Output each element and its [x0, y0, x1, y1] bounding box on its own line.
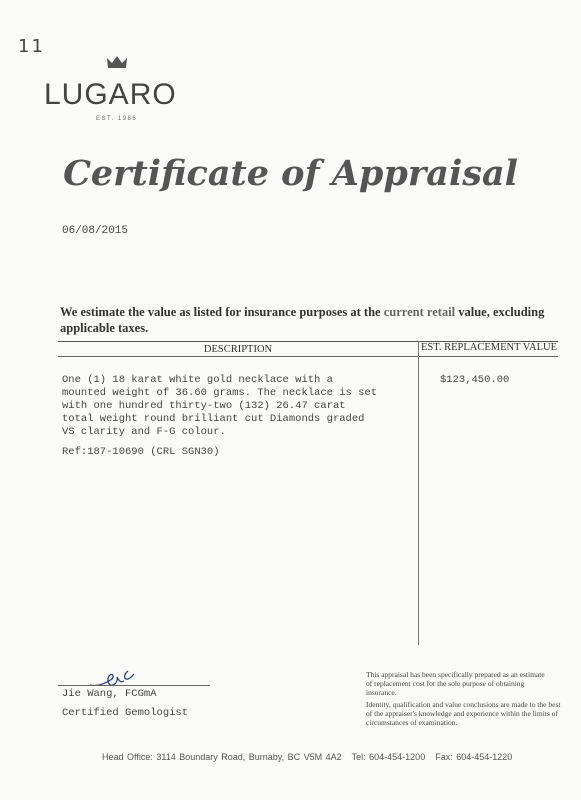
appraisal-purpose-note: This appraisal has been specifically prepared as an estimate of replacement cost for the sole purpose of obtaining insurance.: [366, 670, 545, 697]
item-value: $123,450.00: [440, 374, 510, 386]
signature-line: [58, 685, 210, 686]
appraisal-date: 06/08/2015: [62, 225, 129, 237]
footer-fax: Fax: 604-454-1220: [435, 752, 513, 762]
page-title: Certificate of Appraisal: [63, 153, 518, 194]
item-description: One (1) 18 karat white gold necklace with a mounted weight of 36.60 grams. The necklace is set with one hundred thirty-two (132) 26.47 carat total weight round brilliant cut Diamonds graded VS clarity and F-G colour.: [62, 374, 378, 438]
logo-established: EST. 1986: [96, 116, 138, 122]
estimate-text-part2: value, excluding applicable taxes.: [60, 305, 545, 335]
signer-name: Jie Wang, FCGmA: [62, 688, 157, 700]
table-header-rule: [58, 356, 558, 357]
crown-icon: [105, 55, 129, 69]
item-reference: Ref:187-10690 (CRL SGN30): [62, 446, 220, 458]
footer-address: Head Office: 3114 Boundary Road, Burnaby, BC V5M 4A2: [102, 752, 342, 762]
company-logo: LUGARO: [44, 78, 177, 111]
estimate-text-part1: We estimate the value as listed for insurance purposes at the: [60, 305, 384, 319]
estimate-statement: [60, 304, 560, 336]
footer-contact: [102, 752, 522, 762]
signer-title: Certified Gemologist: [62, 707, 189, 719]
footer-tel: Tel: 604-454-1200: [351, 752, 426, 762]
handwritten-mark: 11: [18, 36, 45, 57]
header-description: DESCRIPTION: [203, 344, 273, 355]
header-replacement-value: EST. REPLACEMENT VALUE: [420, 342, 558, 353]
table-column-divider: [418, 341, 419, 645]
appraisal-disclaimer-note: Identity, qualification and value conclusions are made to the best of the appraiser's knowledge and experience within the limits of circumstances of examination.: [366, 700, 561, 727]
estimate-text-highlight: current retail: [383, 305, 456, 319]
